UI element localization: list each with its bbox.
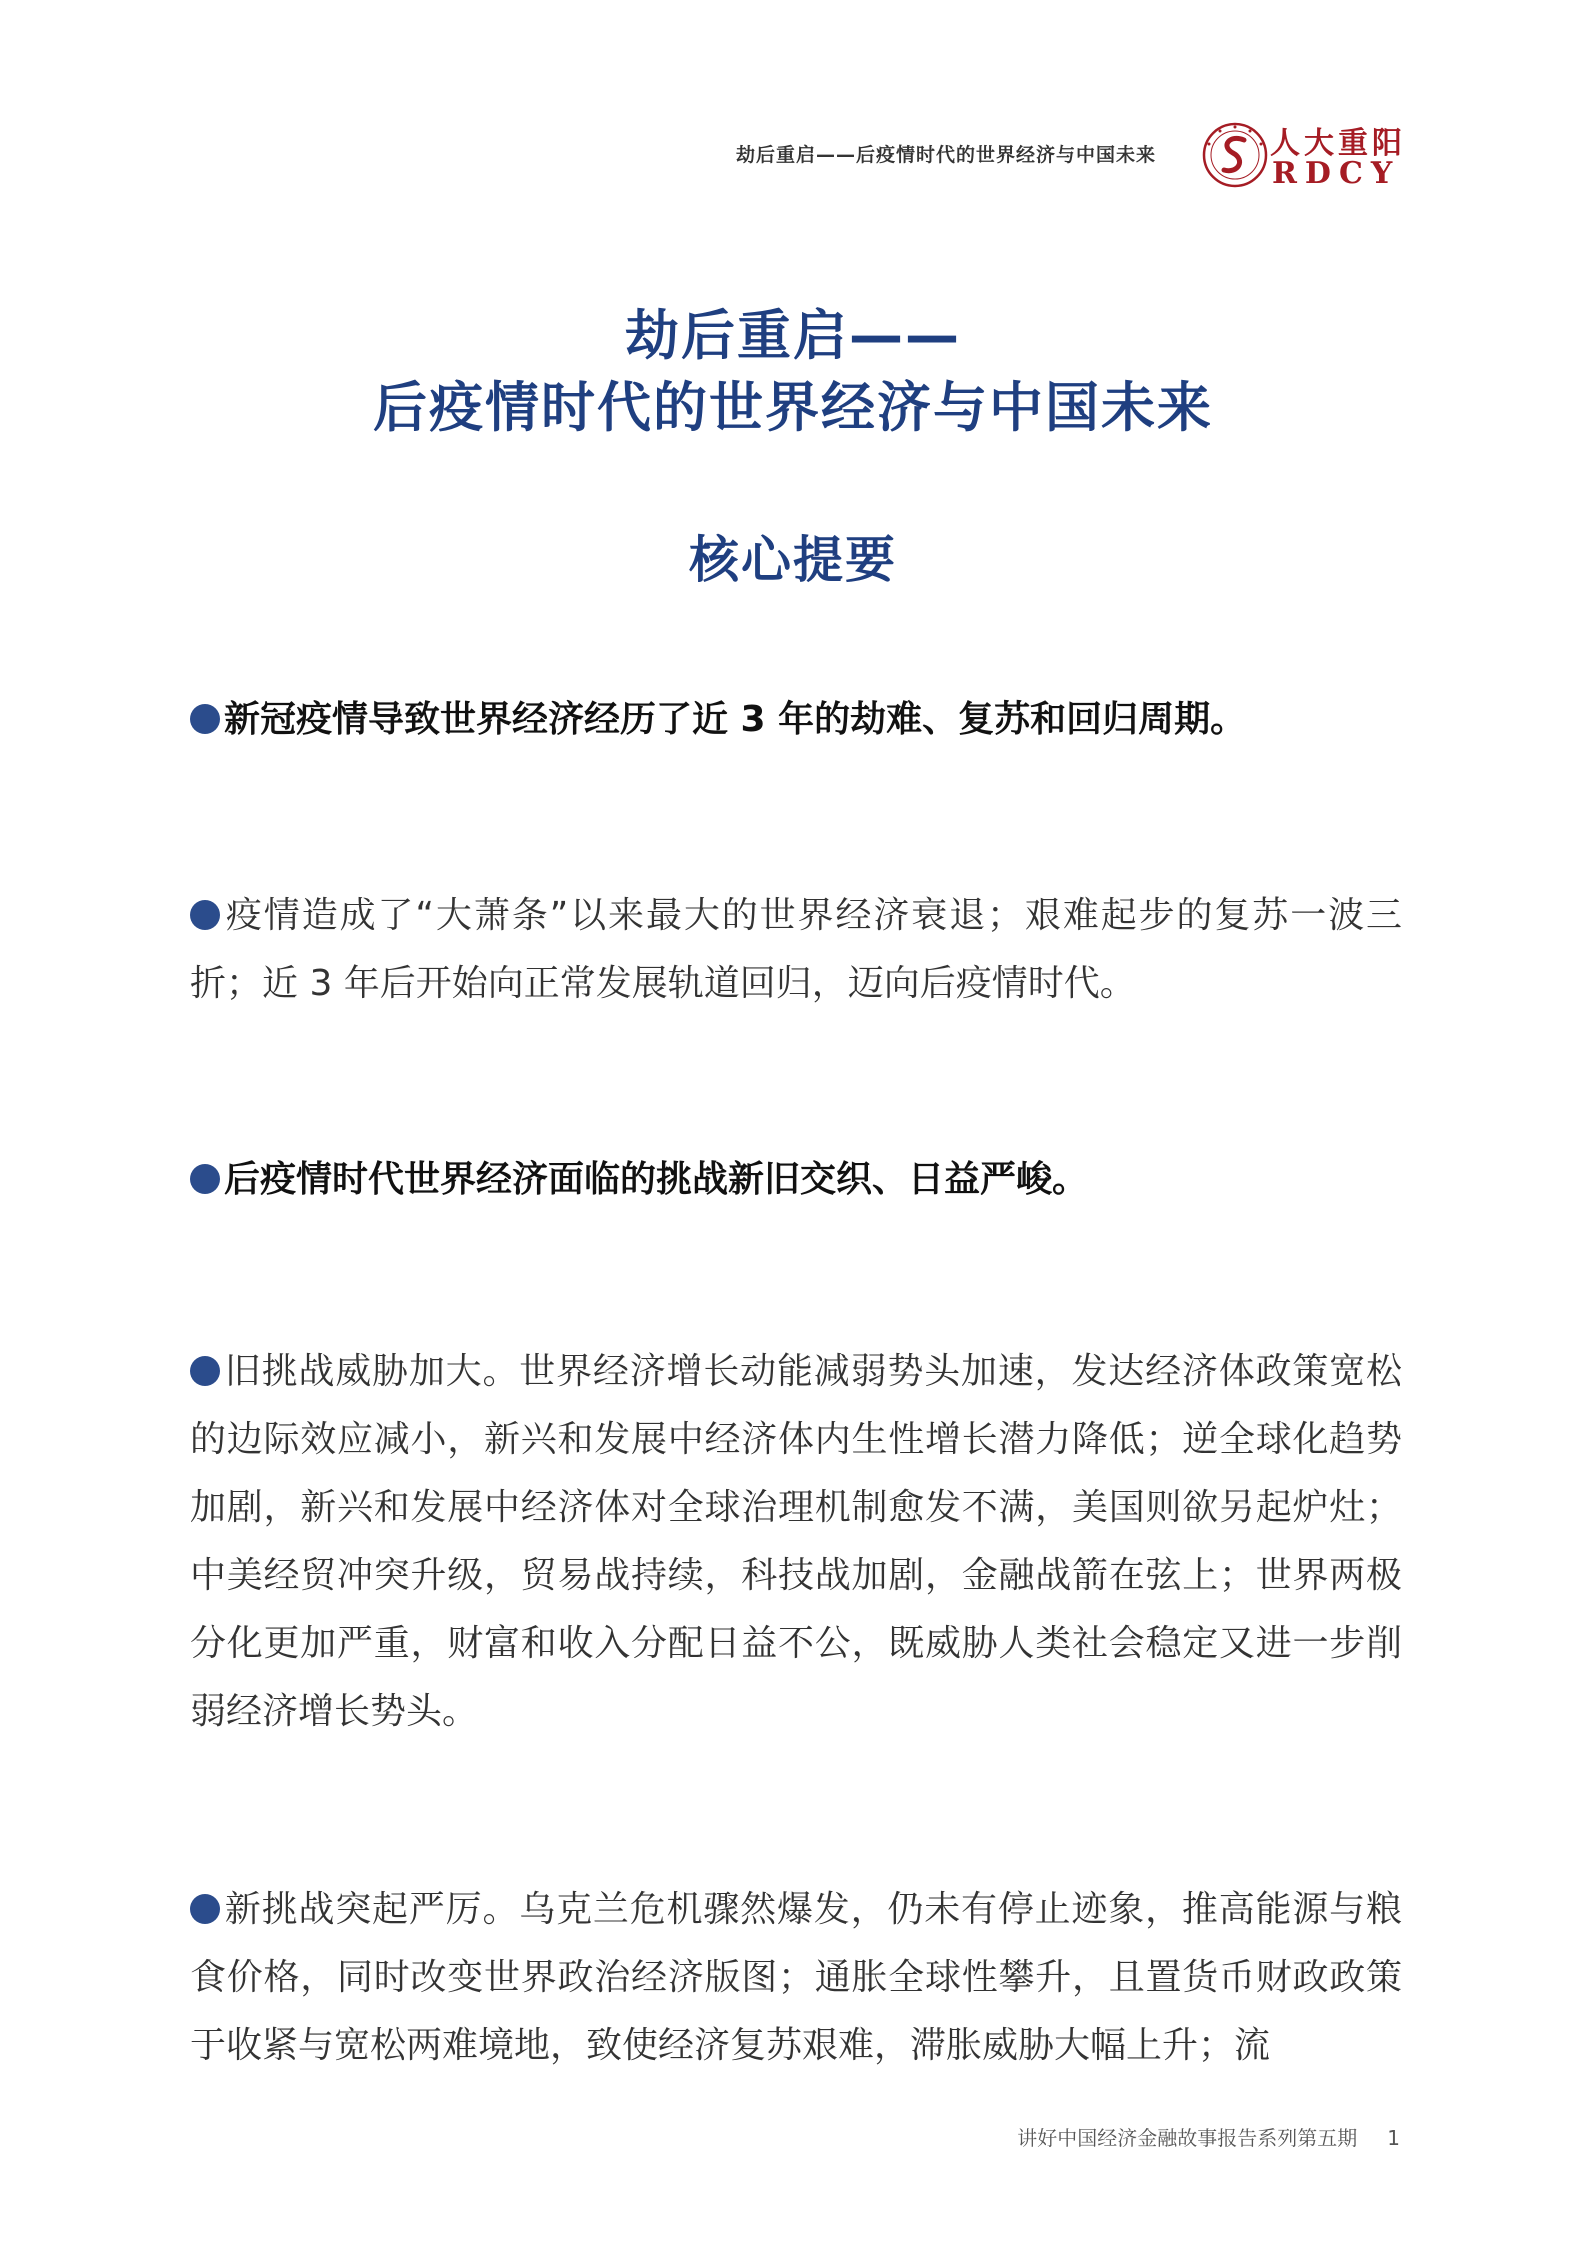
logo-chinese-text: 人大重阳 [1270, 126, 1406, 161]
rdcy-logo [1200, 118, 1410, 198]
bullet-icon [190, 1164, 220, 1194]
page-header [0, 118, 1586, 198]
summary-point-text: 后疫情时代世界经济面临的挑战新旧交织、日益严峻。 [224, 1159, 1089, 1200]
bullet-icon [190, 1356, 220, 1386]
bullet-icon [190, 1894, 220, 1924]
bullet-icon [190, 704, 220, 734]
document-title [0, 300, 1586, 444]
summary-point-5 [190, 1876, 1402, 2080]
summary-point-4 [190, 1338, 1402, 1746]
summary-point-2 [190, 882, 1402, 1018]
summary-point-text: 旧挑战威胁加大。世界经济增长动能减弱势头加速，发达经济体政策宽松的边际效应减小，新兴和发展中经济体内生性增长潜力降低；逆全球化趋势加剧，新兴和发展中经济体对全球治理机制愈发不满，美国则欲另起炉灶；中美经贸冲突升级，贸易战持续，科技战加剧，金融战箭在弦上；世界两极分化更加严重，财富和收入分配日益不公，既威胁人类社会稳定又进一步削弱经济增长势头。 [190, 1351, 1402, 1732]
summary-point-text: 新冠疫情导致世界经济经历了近 3 年的劫难、复苏和回归周期。 [224, 699, 1247, 740]
page-footer [1017, 2122, 1400, 2151]
running-title: 劫后重启——后疫情时代的世界经济与中国未来 [735, 144, 1156, 166]
summary-point-3 [190, 1146, 1402, 1214]
footer-series-title: 讲好中国经济金融故事报告系列第五期 [1017, 2126, 1358, 2150]
title-line-2: 后疫情时代的世界经济与中国未来 [373, 376, 1213, 439]
summary-point-1 [190, 686, 1402, 754]
title-line-1: 劫后重启—— [625, 304, 961, 367]
bullet-icon [190, 900, 220, 930]
logo-english-text: RDCY [1272, 156, 1401, 191]
section-heading: 核心提要 [689, 531, 897, 589]
seal-icon [1200, 120, 1270, 190]
page-number: 1 [1387, 2126, 1400, 2150]
summary-point-text: 疫情造成了“大萧条”以来最大的世界经济衰退；艰难起步的复苏一波三折；近 3 年后开始向正常发展轨道回归，迈向后疫情时代。 [190, 895, 1402, 1004]
summary-point-text: 新挑战突起严厉。乌克兰危机骤然爆发，仍未有停止迹象，推高能源与粮食价格，同时改变世界政治经济版图；通胀全球性攀升，且置货币财政政策于收紧与宽松两难境地，致使经济复苏艰难，滞胀威胁大幅上升；流 [190, 1889, 1402, 2066]
